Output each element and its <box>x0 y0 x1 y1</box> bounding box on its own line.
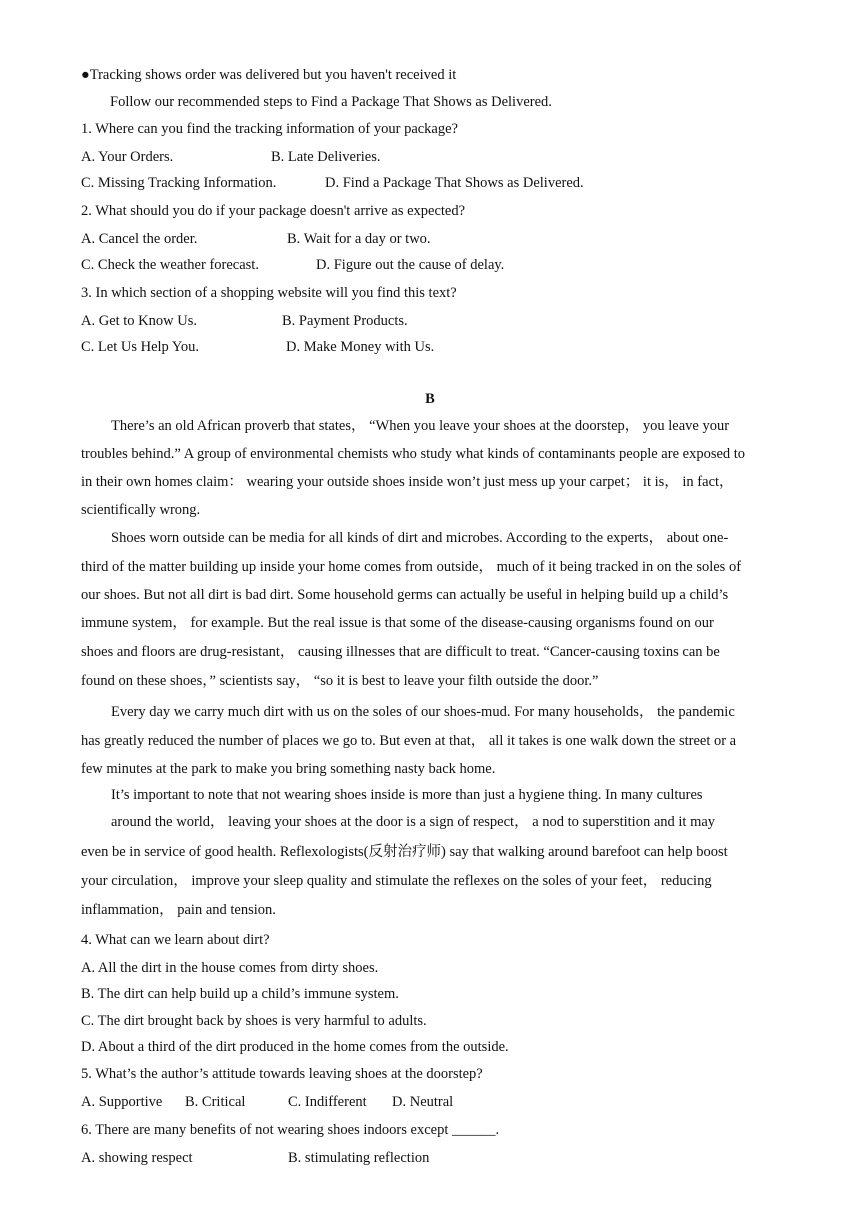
question-2-stem: 2. What should you do if your package doesn't arrive as expected? <box>81 203 466 219</box>
question-6-stem: 6. There are many benefits of not wearing shoes indoors except ______. <box>81 1122 500 1138</box>
question-4-option-b: B. The dirt can help build up a child’s immune system. <box>81 986 399 1002</box>
question-3-option-c: C. Let Us Help You. <box>81 339 200 355</box>
paragraph-2-line-1: Shoes worn outside can be media for all kinds of dirt and microbes. According to the experts， about one- <box>111 530 729 546</box>
question-4-option-c: C. The dirt brought back by shoes is very harmful to adults. <box>81 1013 427 1029</box>
paragraph-1-line-3: in their own homes claim： wearing your outside shoes inside won’t just mess up your carpet； it is， in fact， <box>81 474 734 490</box>
paragraph-4-line-4: your circulation， improve your sleep quality and stimulate the reflexes on the soles of your feet， reducing <box>81 873 712 889</box>
section-b-heading: B <box>425 391 435 407</box>
paragraph-1-line-1: There’s an old African proverb that states， “When you leave your shoes at the doorstep， you leave your <box>111 418 730 434</box>
paragraph-3-line-1: Every day we carry much dirt with us on the soles of our shoes-mud. For many households， the pandemic <box>111 704 735 720</box>
paragraph-2-line-4: immune system， for example. But the real issue is that some of the disease-causing organisms found on our <box>81 615 714 631</box>
question-5-option-a: A. Supportive <box>81 1094 163 1110</box>
question-5-option-b: B. Critical <box>185 1094 246 1110</box>
question-3-option-a: A. Get to Know Us. <box>81 313 197 329</box>
tracking-follow-text: Follow our recommended steps to Find a Package That Shows as Delivered. <box>110 94 552 110</box>
question-1-stem: 1. Where can you find the tracking information of your package? <box>81 121 458 137</box>
question-1-option-d: D. Find a Package That Shows as Delivered. <box>325 175 584 191</box>
question-6-option-b: B. stimulating reflection <box>288 1150 430 1166</box>
question-1-option-c: C. Missing Tracking Information. <box>81 175 277 191</box>
paragraph-3-line-2: has greatly reduced the number of places we go to. But even at that， all it takes is one walk down the street or a <box>81 733 737 749</box>
question-2-option-b: B. Wait for a day or two. <box>287 231 431 247</box>
question-1-option-a: A. Your Orders. <box>81 149 174 165</box>
question-6-option-a: A. showing respect <box>81 1150 193 1166</box>
question-2-option-a: A. Cancel the order. <box>81 231 198 247</box>
question-3-stem: 3. In which section of a shopping website will you find this text? <box>81 285 457 301</box>
paragraph-2-line-5: shoes and floors are drug-resistant， causing illnesses that are difficult to treat. “Cancer-causing toxins can be <box>81 644 720 660</box>
question-4-stem: 4. What can we learn about dirt? <box>81 932 270 948</box>
paragraph-2-line-2: third of the matter building up inside your home comes from outside， much of it being tracked in on the soles of <box>81 559 742 575</box>
paragraph-4-line-3: even be in service of good health. Reflexologists(反射治疗师) say that walking around barefoot can help boost <box>81 844 728 860</box>
question-1-option-b: B. Late Deliveries. <box>271 149 381 165</box>
question-3-option-d: D. Make Money with Us. <box>286 339 435 355</box>
paragraph-2-line-6: found on these shoes，” scientists say， “so it is best to leave your filth outside the door.” <box>81 673 599 689</box>
question-2-option-c: C. Check the weather forecast. <box>81 257 259 273</box>
paragraph-4-line-5: inflammation， pain and tension. <box>81 902 276 918</box>
question-5-option-d: D. Neutral <box>392 1094 454 1110</box>
paragraph-1-line-2: troubles behind.” A group of environmental chemists who study what kinds of contaminants people are exposed to <box>81 446 746 462</box>
question-5-option-c: C. Indifferent <box>288 1094 367 1110</box>
question-5-stem: 5. What’s the author’s attitude towards leaving shoes at the doorstep? <box>81 1066 483 1082</box>
question-2-option-d: D. Figure out the cause of delay. <box>316 257 505 273</box>
question-4-option-d: D. About a third of the dirt produced in the home comes from the outside. <box>81 1039 509 1055</box>
paragraph-3-line-3: few minutes at the park to make you bring something nasty back home. <box>81 761 496 777</box>
paragraph-4-line-1: It’s important to note that not wearing shoes inside is more than just a hygiene thing. In many cultures <box>111 787 703 803</box>
tracking-bullet-item: ●Tracking shows order was delivered but you haven't received it <box>81 67 457 83</box>
paragraph-1-line-4: scientifically wrong. <box>81 502 201 518</box>
question-3-option-b: B. Payment Products. <box>282 313 408 329</box>
paragraph-2-line-3: our shoes. But not all dirt is bad dirt. Some household germs can actually be useful in helping build up a child’s <box>81 587 729 603</box>
question-4-option-a: A. All the dirt in the house comes from dirty shoes. <box>81 960 379 976</box>
paragraph-4-line-2: around the world， leaving your shoes at the door is a sign of respect， a nod to superstition and it may <box>111 814 716 830</box>
